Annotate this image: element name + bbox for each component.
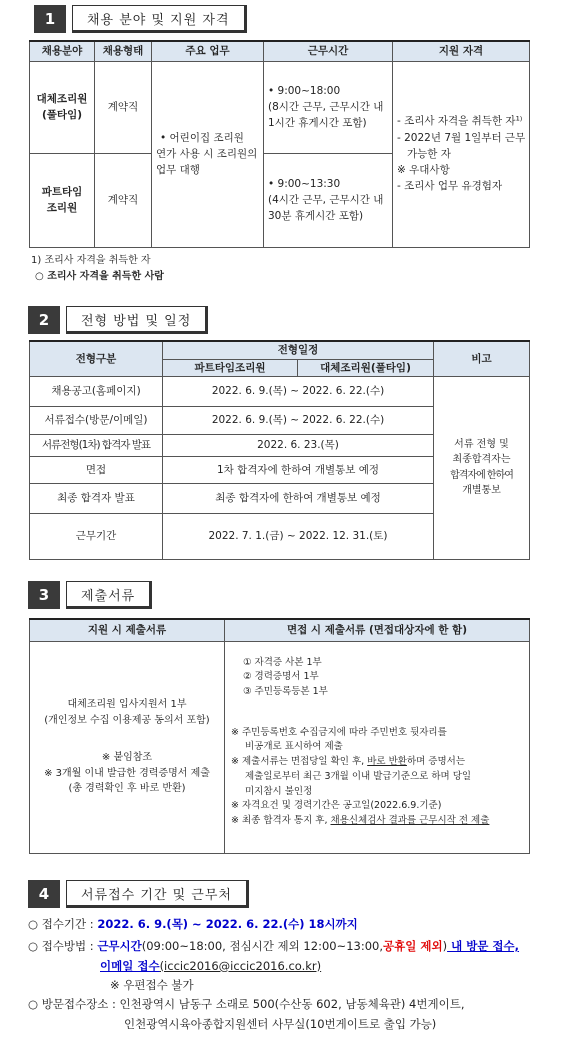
interview-text xyxy=(231,814,529,829)
method-visit: 내 방문 접수, xyxy=(447,939,520,953)
section-title: 전형 방법 및 일정 xyxy=(66,306,208,334)
method-holiday: 공휴일 제외 xyxy=(383,939,443,953)
stage-cell: 최종 합격자 발표 xyxy=(30,483,163,513)
qual-text: - 2022년 7월 1일부터 근무 xyxy=(397,131,526,144)
field-text: 대체조리원 xyxy=(36,92,88,105)
col-header: 전형일정 xyxy=(163,341,434,359)
email-address[interactable]: (iccic2016@iccic2016.co.kr) xyxy=(159,958,322,973)
section-4-header xyxy=(28,880,249,908)
date-cell: 2022. 7. 1.(금) ~ 2022. 12. 31.(토) xyxy=(163,513,434,559)
note-text: 최종합격자는 xyxy=(452,454,511,466)
date-cell: 2022. 6. 9.(목) ~ 2022. 6. 22.(수) xyxy=(163,406,434,434)
interview-text: ② 경력증명서 1부 xyxy=(243,671,319,683)
qual-text: - 조리사 자격을 취득한 자¹⁾ xyxy=(397,115,523,128)
documents-table xyxy=(29,618,530,854)
hours-cell xyxy=(264,61,393,153)
info-label: ○ 방문접수장소 : xyxy=(28,997,120,1011)
stage-cell: 서류접수(방문/이메일) xyxy=(30,406,163,434)
qual-text: - 조리사 업무 유경험자 xyxy=(397,180,503,193)
interview-text: 미지참시 불인정 xyxy=(245,785,313,797)
footnote xyxy=(31,253,164,284)
note-cell xyxy=(434,376,530,559)
col-header: 지원 시 제출서류 xyxy=(30,619,225,641)
interview-text: 제출일로부터 최근 3개월 이내 발급기준으로 하며 당일 xyxy=(245,770,472,782)
hours-text: (4시간 근무, 근무시간 내 xyxy=(268,193,384,206)
method-email: 이메일 접수 xyxy=(100,958,160,973)
type-cell: 계약직 xyxy=(95,153,152,247)
qual-text: 가능한 자 xyxy=(407,147,451,160)
section-number: 1 xyxy=(34,5,66,33)
apply-text: ※ 3개월 이내 발급한 경력증명서 제출 xyxy=(44,767,210,779)
reception-period xyxy=(28,915,358,935)
date-cell: 2022. 6. 23.(목) xyxy=(163,434,434,456)
footnote-line: 1) 조리사 자격을 취득한 자 xyxy=(31,255,151,266)
section-title: 서류접수 기간 및 근무처 xyxy=(66,880,249,908)
note-text: 서류 전형 및 xyxy=(454,438,509,450)
interview-text: ※ 주민등록번호 수집금지에 따라 주민번호 뒷자리를 xyxy=(231,726,447,738)
interview-text: ※ 자격요건 및 경력기간은 공고일(2022.6.9.기준) xyxy=(231,800,442,812)
place-text: 인천광역시육아종합지원센터 사무실(10번게이트로 출입 가능) xyxy=(124,1016,437,1031)
section-title: 채용 분야 및 지원 자격 xyxy=(72,5,247,33)
hours-text: 1시간 휴게시간 포함) xyxy=(268,117,367,130)
hours-text: • 9:00~18:00 xyxy=(268,84,341,97)
interview-text-part: ※ 최종 합격자 통지 후, xyxy=(231,814,331,826)
period-value: 2022. 6. 9.(목) ~ 2022. 6. 22.(수) 18시까지 xyxy=(97,917,358,931)
interview-text-part: 채용신체검사 결과를 근무시작 전 제출 xyxy=(330,814,490,826)
apply-text: (개인정보 수집 이용제공 동의서 포함) xyxy=(44,714,210,726)
duty-text: • 어린이집 조리원 xyxy=(160,131,244,144)
col-header: 파트타임조리원 xyxy=(163,359,298,376)
apply-docs-cell xyxy=(30,641,225,853)
field-text: (풀타임) xyxy=(41,109,83,121)
recruitment-table xyxy=(29,40,530,248)
duty-text: 업무 대행 xyxy=(156,164,200,177)
schedule-table xyxy=(29,340,530,560)
method-text: (09:00~18:00, 점심시간 제외 12:00~13:00, xyxy=(141,939,384,953)
col-header: 근무시간 xyxy=(264,41,393,61)
col-header: 전형구분 xyxy=(30,341,163,376)
apply-text: (총 경력확인 후 바로 반환) xyxy=(68,783,186,795)
col-header: 주요 업무 xyxy=(152,41,264,61)
section-number: 4 xyxy=(28,880,60,908)
reception-method xyxy=(28,937,519,996)
hours-text: 30분 휴게시간 포함) xyxy=(268,210,364,223)
hours-text: • 9:00~13:30 xyxy=(268,177,341,190)
mail-note: ※ 우편접수 불가 xyxy=(110,978,194,993)
note-text: 합격자에 한하여 xyxy=(450,469,513,481)
col-header: 채용분야 xyxy=(30,41,95,61)
hours-cell xyxy=(264,153,393,247)
interview-text xyxy=(231,755,529,770)
interview-text: 비공개로 표시하여 제출 xyxy=(245,741,343,753)
col-header: 면접 시 제출서류 (면접대상자에 한 함) xyxy=(225,619,530,641)
date-cell: 최종 합격자에 한하여 개별통보 예정 xyxy=(163,483,434,513)
field-text: 조리원 xyxy=(46,202,78,214)
section-1-header xyxy=(34,5,247,33)
place-text: 인천광역시 남동구 소래로 500(수산동 602, 남동체육관) 4번게이트, xyxy=(119,997,465,1011)
field-text: 파트타임 xyxy=(41,185,83,198)
interview-text: ③ 주민등록등본 1부 xyxy=(243,685,328,697)
stage-cell: 채용공고(홈페이지) xyxy=(30,376,163,406)
col-header: 비고 xyxy=(434,341,530,376)
info-label: ○ 접수방법 : xyxy=(28,939,98,953)
qual-text: ※ 우대사항 xyxy=(397,164,450,177)
duty-cell xyxy=(152,61,264,247)
method-text: 근무시간 xyxy=(97,939,142,953)
reception-place xyxy=(28,995,464,1034)
section-title: 제출서류 xyxy=(66,581,152,609)
info-label: ○ 접수기간 : xyxy=(28,917,98,931)
interview-text-part: 하며 증명서는 xyxy=(406,756,466,768)
apply-text: 대체조리원 입사지원서 1부 xyxy=(67,699,187,711)
interview-text-part: ※ 제출서류는 면접당일 확인 후, xyxy=(231,756,368,768)
interview-docs-cell xyxy=(225,641,530,853)
duty-text: 연가 사용 시 조리원의 xyxy=(156,147,258,160)
interview-text: ① 자격증 사본 1부 xyxy=(243,656,322,668)
note-text: 개별통보 xyxy=(462,485,501,497)
qualification-cell xyxy=(393,61,530,247)
method-text: ) xyxy=(442,939,448,953)
stage-cell: 근무기간 xyxy=(30,513,163,559)
section-number: 2 xyxy=(28,306,60,334)
section-2-header xyxy=(28,306,208,334)
field-cell xyxy=(30,153,95,247)
col-header: 채용형태 xyxy=(95,41,152,61)
col-header: 지원 자격 xyxy=(393,41,530,61)
stage-cell: 면접 xyxy=(30,456,163,483)
footnote-line: ○ 조리사 자격을 취득한 사람 xyxy=(35,270,164,282)
apply-text: ※ 붙임참조 xyxy=(101,752,153,764)
date-cell: 2022. 6. 9.(목) ~ 2022. 6. 22.(수) xyxy=(163,376,434,406)
date-cell: 1차 합격자에 한하여 개별통보 예정 xyxy=(163,456,434,483)
section-3-header xyxy=(28,581,152,609)
stage-cell: 서류전형(1차) 합격자 발표 xyxy=(30,434,163,456)
hours-text: (8시간 근무, 근무시간 내 xyxy=(268,100,384,113)
interview-text-part: 바로 반환 xyxy=(367,756,407,768)
section-number: 3 xyxy=(28,581,60,609)
col-header: 대체조리원(풀타임) xyxy=(298,359,434,376)
field-cell xyxy=(30,61,95,153)
type-cell: 계약직 xyxy=(95,61,152,153)
